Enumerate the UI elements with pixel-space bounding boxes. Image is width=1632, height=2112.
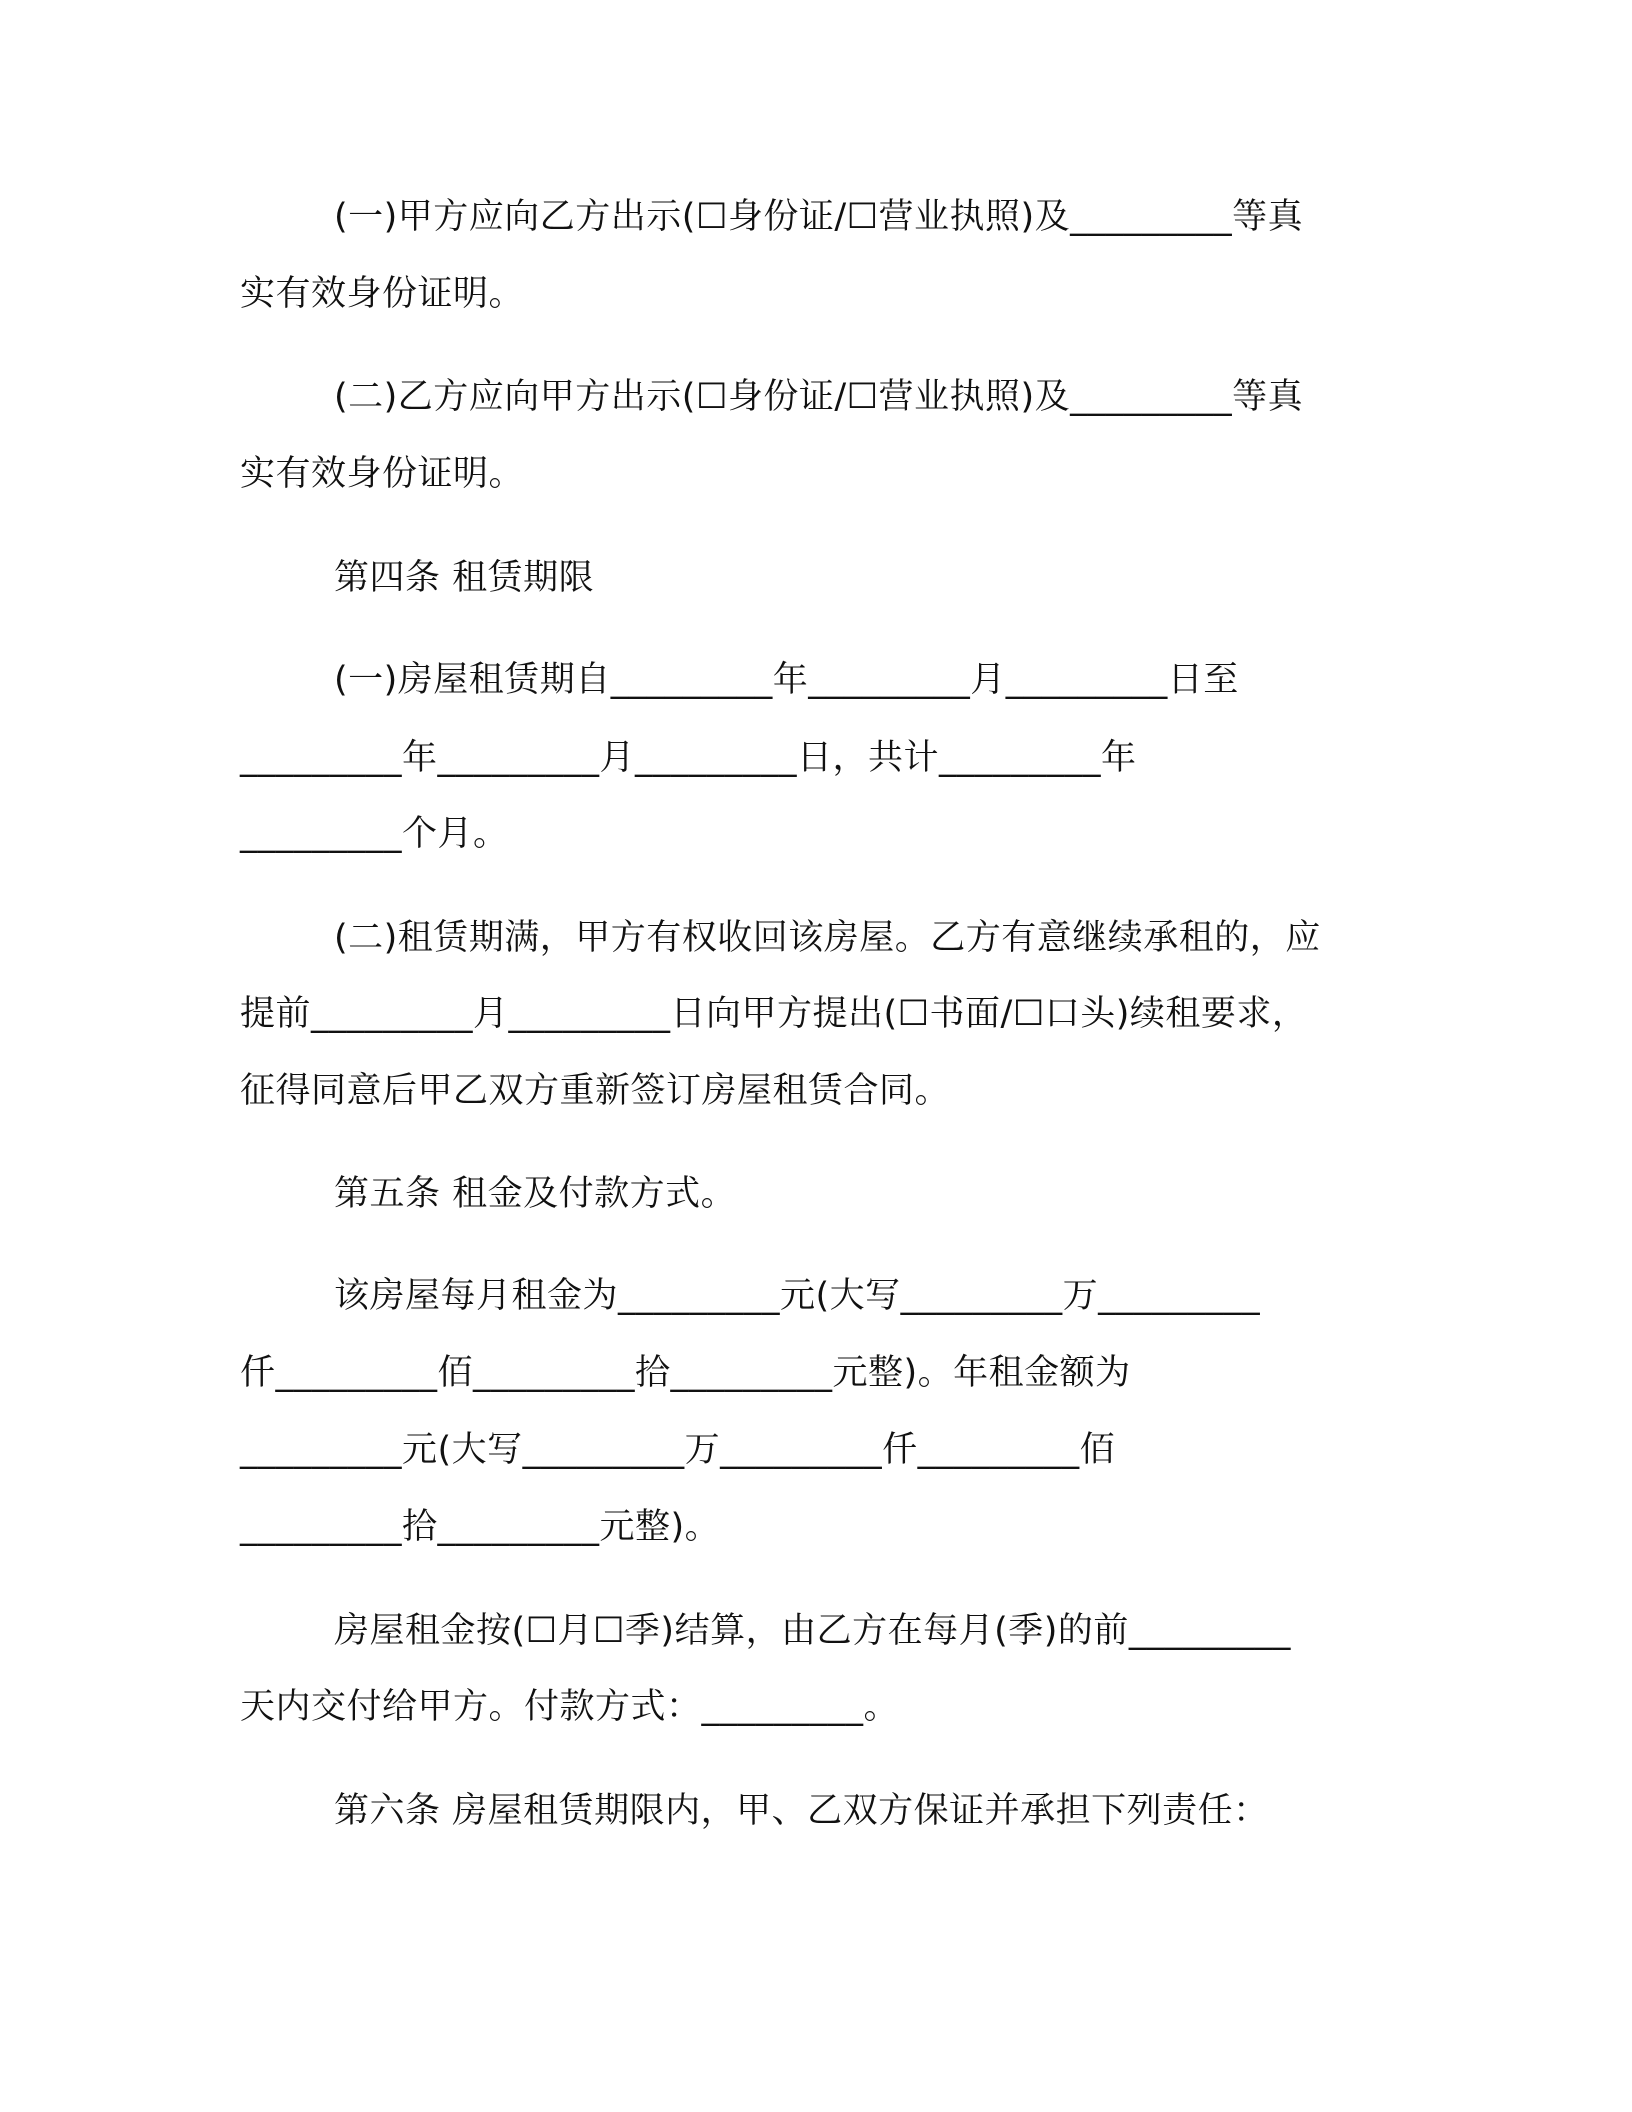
rent-line-3: _________元(大写_________万_________仟_________佰 xyxy=(240,1430,1116,1470)
article-6-heading: 第六条 房屋租赁期限内，甲、乙双方保证并承担下列责任： xyxy=(334,1791,1269,1831)
clause-4-2-line-3: 征得同意后甲乙双方重新签订房屋租赁合同。 xyxy=(240,1071,951,1111)
clause-3-1-line-2: 实有效身份证明。 xyxy=(240,274,525,314)
rent-line-4: _________拾_________元整)。 xyxy=(240,1507,721,1547)
clause-4-1-line-3: _________个月。 xyxy=(240,814,509,854)
clause-3-1-line-1: (一)甲方应向乙方出示(☐身份证/☐营业执照)及_________等真 xyxy=(334,197,1304,237)
payment-line-2: 天内交付给甲方。付款方式：_________。 xyxy=(240,1687,900,1727)
clause-4-2-line-1: (二)租赁期满，甲方有权收回该房屋。乙方有意继续承租的，应 xyxy=(334,918,1321,958)
rent-line-2: 仟_________佰_________拾_________元整)。年租金额为 xyxy=(240,1353,1131,1393)
clause-3-2-line-1: (二)乙方应向甲方出示(☐身份证/☐营业执照)及_________等真 xyxy=(334,377,1304,417)
article-4-heading: 第四条 租赁期限 xyxy=(334,558,595,598)
rent-line-1: 该房屋每月租金为_________元(大写_________万_________ xyxy=(334,1276,1261,1316)
payment-line-1: 房屋租金按(☐月☐季)结算，由乙方在每月(季)的前_________ xyxy=(334,1611,1291,1651)
clause-4-2-line-2: 提前_________月_________日向甲方提出(☐书面/☐口头)续租要求， xyxy=(240,994,1308,1034)
article-5-heading: 第五条 租金及付款方式。 xyxy=(334,1174,737,1214)
clause-3-2-line-2: 实有效身份证明。 xyxy=(240,454,525,494)
clause-4-1-line-2: _________年_________月_________日，共计_________年 xyxy=(240,738,1137,778)
clause-4-1-line-1: (一)房屋租赁期自_________年_________月_________日至 xyxy=(334,660,1239,700)
